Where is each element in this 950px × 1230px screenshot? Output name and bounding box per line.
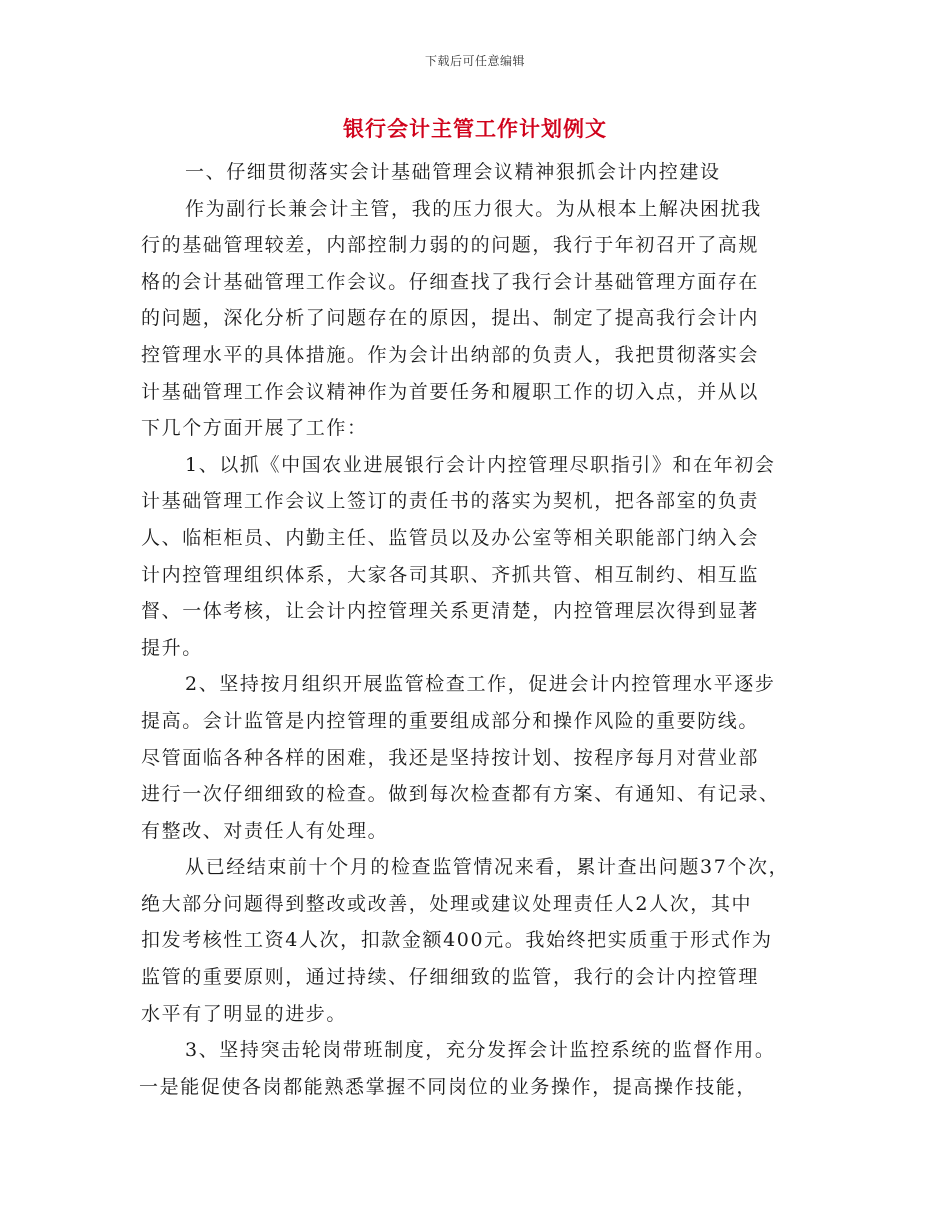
- text-line: 一是能促使各岗都能熟悉掌握不同岗位的业务操作，提高操作技能，: [139, 1075, 758, 1098]
- text-line: 计基础管理工作会议上签订的责任书的落实为契机，把各部室的负责: [141, 490, 760, 513]
- text-line: 格的会计基础管理工作会议。仔细查找了我行会计基础管理方面存在: [141, 270, 760, 293]
- text-line: 一、仔细贯彻落实会计基础管理会议精神狠抓会计内控建设: [185, 161, 721, 183]
- text-line: 有整改、对责任人有处理。: [141, 819, 389, 842]
- text-line: 尽管面临各种各样的困难，我还是坚持按计划、按程序每月对营业部: [141, 746, 760, 769]
- text-line: 计内控管理组织体系，大家各司其职、齐抓共管、相互制约、相互监: [141, 563, 760, 586]
- document-title: 银行会计主管工作计划例文: [343, 116, 607, 141]
- text-line: 行的基础管理较差，内部控制力弱的的问题，我行于年初召开了高规: [141, 234, 760, 257]
- text-line: 提升。: [141, 636, 203, 659]
- text-line: 2、坚持按月组织开展监管检查工作，促进会计内控管理水平逐步: [185, 673, 776, 696]
- text-line: 作为副行长兼会计主管，我的压力很大。为从根本上解决困扰我: [185, 197, 762, 220]
- header-note: 下载后可任意编辑: [424, 54, 525, 68]
- text-line: 计基础管理工作会议精神作为首要任务和履职工作的切入点，并从以: [141, 380, 760, 403]
- text-line: 3、坚持突击轮岗带班制度，充分发挥会计监控系统的监督作用。: [185, 1039, 776, 1062]
- text-line: 从已经结束前十个月的检查监管情况来看，累计查出问题37个次，: [185, 856, 790, 879]
- text-line: 的问题，深化分析了问题存在的原因，提出、制定了提高我行会计内: [141, 307, 760, 330]
- document-body: [141, 154, 811, 1105]
- text-line: 提高。会计监管是内控管理的重要组成部分和操作风险的重要防线。: [141, 709, 760, 732]
- text-line: 人、临柜柜员、内勤主任、监管员以及办公室等相关职能部门纳入会: [141, 526, 760, 549]
- text-line: 水平有了明显的进步。: [141, 1002, 348, 1025]
- text-line: 监管的重要原则，通过持续、仔细细致的监管，我行的会计内控管理: [141, 966, 760, 989]
- text-line: 1、以抓《中国农业进展银行会计内控管理尽职指引》和在年初会: [185, 453, 776, 476]
- text-line: 扣发考核性工资4人次，扣款金额400元。我始终把实质重于形式作为: [141, 929, 773, 952]
- text-line: 绝大部分问题得到整改或改善，处理或建议处理责任人2人次，其中: [141, 892, 753, 915]
- text-line: 督、一体考核，让会计内控管理关系更清楚，内控管理层次得到显著: [141, 600, 760, 623]
- text-line: 下几个方面开展了工作：: [141, 417, 368, 440]
- text-line: 进行一次仔细细致的检查。做到每次检查都有方案、有通知、有记录、: [141, 783, 780, 806]
- text-line: 控管理水平的具体措施。作为会计出纳部的负责人，我把贯彻落实会: [141, 343, 760, 366]
